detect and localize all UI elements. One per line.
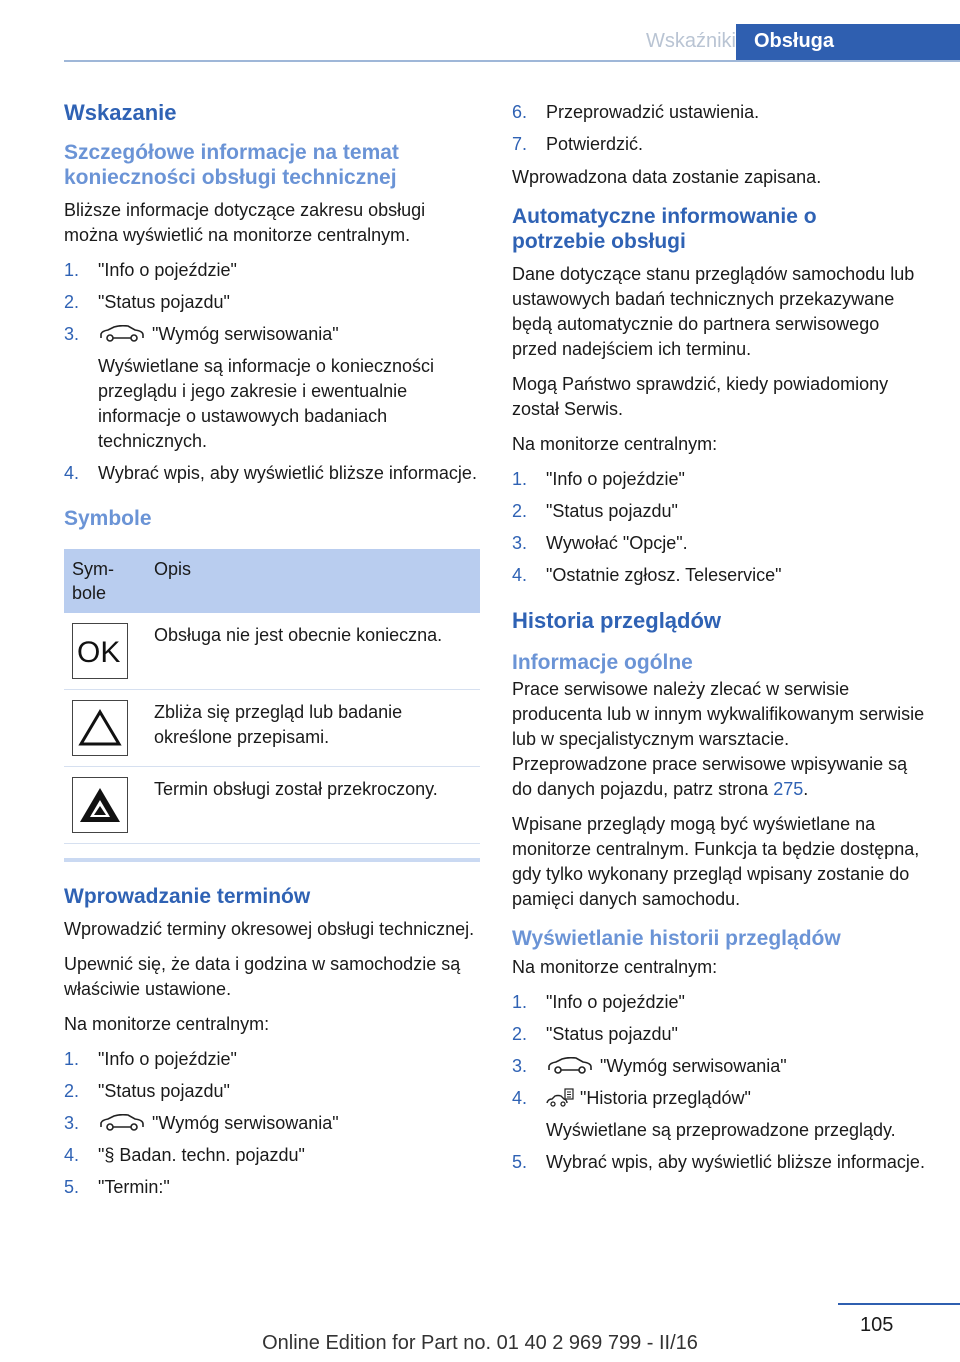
table-row bbox=[64, 613, 480, 690]
general-text-end: . bbox=[803, 779, 809, 799]
left-column bbox=[64, 100, 480, 1212]
list-item bbox=[512, 1086, 928, 1143]
step-number: 4. bbox=[64, 463, 80, 483]
list-item bbox=[512, 1150, 928, 1175]
list-item bbox=[512, 1022, 928, 1047]
list-item bbox=[512, 990, 928, 1015]
symbols-table bbox=[64, 549, 480, 844]
page-number: 105 bbox=[860, 1314, 894, 1336]
step-text: Przeprowadzić ustawienia. bbox=[546, 102, 760, 122]
general-paragraph-1 bbox=[512, 677, 928, 802]
list-item bbox=[64, 461, 480, 486]
saved-paragraph: Wprowadzona data zostanie zapisana. bbox=[512, 167, 822, 187]
edition-text: Online Edition for Part no. 01 40 2 969 799 - II/16 bbox=[262, 1332, 698, 1354]
section-heading-auto: Automatyczne informowanie o potrzebie obsługi bbox=[512, 205, 817, 253]
table-row bbox=[64, 767, 480, 844]
step-subtext: Wyświetlane są informacje o konieczności przeglądu i jego zakresie i ewentualnie informacje o ustawowych badaniach technicznych. bbox=[98, 356, 434, 451]
list-item bbox=[512, 563, 928, 588]
list-item bbox=[64, 290, 480, 315]
step-number: 5. bbox=[512, 1152, 528, 1172]
list-item bbox=[512, 100, 928, 125]
intro-paragraph: Bliższe informacje dotyczące zakresu obsługi można wyświetlić na monitorze centralnym. bbox=[64, 200, 426, 245]
step-number: 3. bbox=[64, 324, 80, 344]
step-number: 6. bbox=[512, 102, 528, 122]
step-number: 4. bbox=[512, 565, 528, 585]
step-text: "Info o pojeździe" bbox=[546, 992, 685, 1012]
step-number: 4. bbox=[512, 1088, 528, 1108]
list-item bbox=[512, 467, 928, 492]
general-text: Prace serwisowe należy zlecać w serwisie producenta lub w innym wykwalifikowanym serwisie lub w specjalistycznym warsztacie. Przeprowadzone prace serwisowe wpisywanie są do danych pojazdu, patrz strona bbox=[512, 679, 925, 799]
step-text: "Status pojazdu" bbox=[546, 1024, 678, 1044]
list-item bbox=[512, 1054, 928, 1079]
general-paragraph-2: Wpisane przeglądy mogą być wyświetlane na monitorze centralnym. Funkcja ta będzie dostępna, gdy tylko wykonany przegląd wpisany zostanie do pamięci danych samochodu. bbox=[512, 814, 920, 909]
section-heading-symbole: Symbole bbox=[64, 507, 152, 530]
step-number: 5. bbox=[64, 1177, 80, 1197]
section-heading-dates: Wprowadzanie terminów bbox=[64, 885, 311, 908]
step-text: "Wymóg serwisowania" bbox=[152, 324, 339, 344]
history-icon bbox=[546, 1088, 574, 1108]
section-heading-wskazanie: Wskazanie bbox=[64, 100, 177, 125]
step-text: Wywołać "Opcje". bbox=[546, 533, 688, 553]
step-number: 2. bbox=[512, 501, 528, 521]
header-divider bbox=[64, 60, 960, 62]
list-item bbox=[512, 499, 928, 524]
symbol-description: Obsługa nie jest obecnie konieczna. bbox=[146, 613, 480, 690]
table-end-divider bbox=[64, 858, 480, 862]
step-number: 3. bbox=[512, 1056, 528, 1076]
symbol-description: Zbliża się przegląd lub badanie określone przepisami. bbox=[146, 690, 480, 767]
step-number: 2. bbox=[64, 292, 80, 312]
list-item bbox=[512, 531, 928, 556]
step-number: 1. bbox=[512, 992, 528, 1012]
step-text: "Wymóg serwisowania" bbox=[152, 1113, 339, 1133]
step-text: "Ostatnie zgłosz. Teleservice" bbox=[546, 565, 782, 585]
subheading-display-history: Wyświetlanie historii przeglądów bbox=[512, 927, 841, 950]
list-item bbox=[64, 1143, 480, 1168]
svg-text:OK: OK bbox=[77, 636, 121, 666]
step-text: "Info o pojeździe" bbox=[98, 260, 237, 280]
symbol-description: Termin obsługi został przekroczony. bbox=[146, 767, 480, 844]
step-text: "Status pojazdu" bbox=[98, 1081, 230, 1101]
table-row bbox=[64, 690, 480, 767]
list-item bbox=[64, 1111, 480, 1136]
steps-list-1 bbox=[64, 258, 480, 486]
tab-wskazniki[interactable]: Wskaźniki bbox=[616, 24, 736, 62]
auto-paragraph-3: Na monitorze centralnym: bbox=[512, 434, 718, 454]
step-text: "Historia przeglądów" bbox=[580, 1088, 751, 1108]
list-item bbox=[64, 258, 480, 283]
step-number: 3. bbox=[512, 533, 528, 553]
step-text: "§ Badan. techn. pojazdu" bbox=[98, 1145, 305, 1165]
auto-paragraph-1: Dane dotyczące stanu przeglądów samochodu lub ustawowych badań technicznych przekazywane będą automatycznie do partnera serwisowego przed nadejściem ich terminu. bbox=[512, 264, 915, 359]
subheading-details: Szczegółowe informacje na temat konieczności obsługi technicznej bbox=[64, 141, 399, 189]
step-number: 1. bbox=[64, 1049, 80, 1069]
step-text: "Termin:" bbox=[98, 1177, 170, 1197]
footer-divider bbox=[838, 1303, 960, 1305]
step-number: 7. bbox=[512, 134, 528, 154]
steps-list-auto bbox=[512, 467, 928, 588]
right-column bbox=[512, 100, 928, 1187]
step-text: Wybrać wpis, aby wyświetlić bliższe informacje. bbox=[546, 1152, 925, 1172]
step-number: 3. bbox=[64, 1113, 80, 1133]
page-link[interactable]: 275 bbox=[773, 779, 804, 799]
step-text: "Status pojazdu" bbox=[546, 501, 678, 521]
list-item bbox=[64, 1175, 480, 1200]
step-text: Potwierdzić. bbox=[546, 134, 644, 154]
triangle-filled-icon bbox=[72, 777, 128, 833]
steps-list-history bbox=[512, 990, 928, 1175]
car-icon bbox=[98, 325, 146, 343]
triangle-outline-icon bbox=[72, 700, 128, 756]
step-text: Wybrać wpis, aby wyświetlić bliższe informacje. bbox=[98, 463, 477, 483]
car-icon bbox=[546, 1057, 594, 1075]
auto-paragraph-2: Mogą Państwo sprawdzić, kiedy powiadomiony został Serwis. bbox=[512, 374, 889, 419]
section-heading-history: Historia przeglądów bbox=[512, 608, 722, 633]
step-number: 2. bbox=[512, 1024, 528, 1044]
tab-obsluga[interactable]: Obsługa bbox=[736, 24, 960, 62]
step-number: 1. bbox=[512, 469, 528, 489]
step-number: 4. bbox=[64, 1145, 80, 1165]
dates-paragraph-1: Wprowadzić terminy okresowej obsługi technicznej. bbox=[64, 919, 475, 939]
step-number: 1. bbox=[64, 260, 80, 280]
list-item bbox=[64, 1079, 480, 1104]
page-header bbox=[0, 24, 960, 62]
list-item bbox=[512, 132, 928, 157]
step-subtext: Wyświetlane są przeprowadzone przeglądy. bbox=[546, 1120, 896, 1140]
steps-list-top bbox=[512, 100, 928, 157]
car-icon bbox=[98, 1114, 146, 1132]
step-text: "Status pojazdu" bbox=[98, 292, 230, 312]
table-header-description: Opis bbox=[146, 549, 480, 613]
list-item bbox=[64, 322, 480, 454]
step-text: "Info o pojeździe" bbox=[98, 1049, 237, 1069]
step-text: "Wymóg serwisowania" bbox=[600, 1056, 787, 1076]
step-number: 2. bbox=[64, 1081, 80, 1101]
table-header-symbols: Sym-bole bbox=[64, 549, 146, 613]
dates-paragraph-2: Upewnić się, że data i godzina w samochodzie są właściwie ustawione. bbox=[64, 954, 461, 999]
dates-paragraph-3: Na monitorze centralnym: bbox=[64, 1014, 270, 1034]
list-item bbox=[64, 1047, 480, 1072]
subheading-general: Informacje ogólne bbox=[512, 651, 693, 674]
display-paragraph: Na monitorze centralnym: bbox=[512, 957, 718, 977]
ok-icon bbox=[72, 623, 128, 679]
step-text: "Info o pojeździe" bbox=[546, 469, 685, 489]
steps-list-2 bbox=[64, 1047, 480, 1200]
